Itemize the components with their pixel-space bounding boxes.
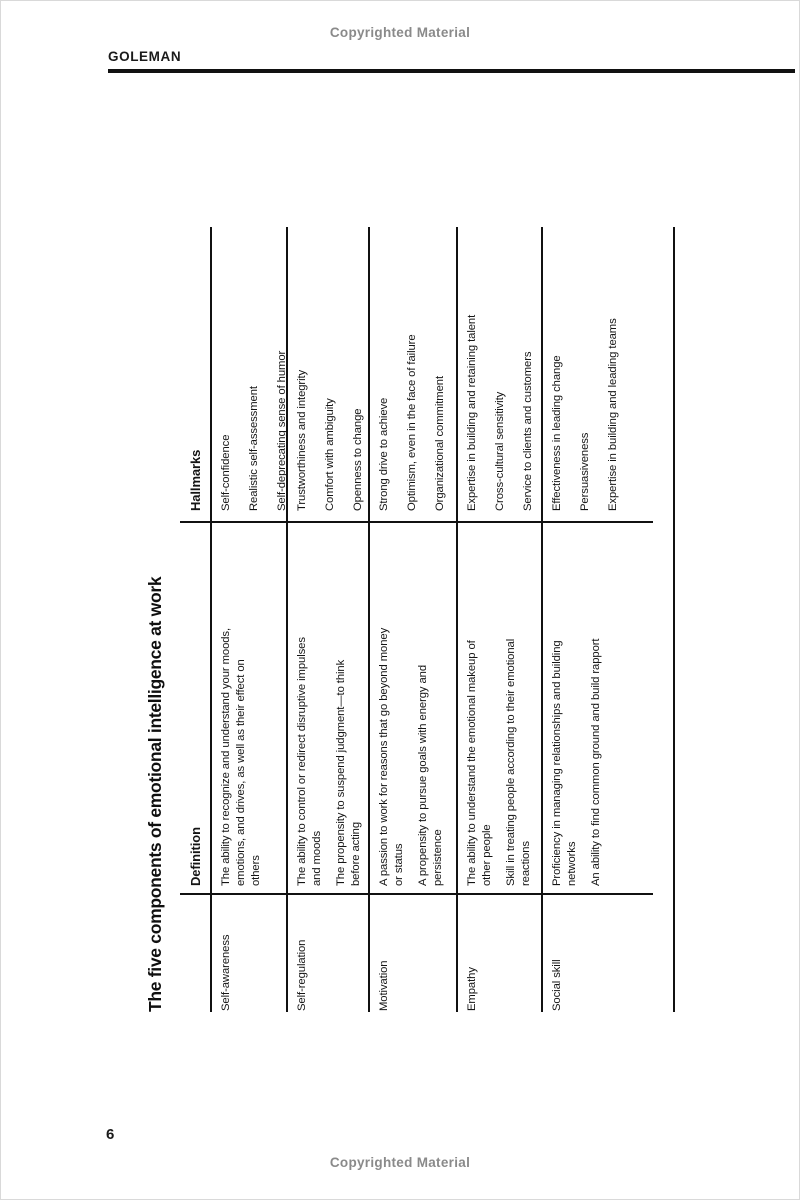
text-line: reactions	[520, 841, 532, 886]
text-line: The ability to recognize and understand your moods,	[220, 627, 232, 886]
definition-cell	[370, 523, 456, 895]
table-row	[456, 227, 541, 1012]
text-line: and moods	[311, 831, 323, 886]
definition-paragraph	[589, 533, 604, 886]
text-line: Self-deprecating sense of humor	[276, 350, 288, 511]
five-components-table	[180, 227, 675, 1012]
text-line: Realistic self-assessment	[248, 386, 260, 511]
table-bottom-rule	[673, 227, 675, 1012]
definition-paragraph	[465, 533, 495, 886]
text-line: Optimism, even in the face of failure	[406, 334, 418, 511]
text-line: Cross-cultural sensitivity	[494, 391, 506, 511]
table-row	[541, 227, 653, 1012]
text-line: emotions, and drives, as well as their effect on	[235, 659, 247, 886]
text-line: Self-confidence	[220, 434, 232, 511]
text-line: Openness to change	[352, 408, 364, 511]
row-label: Self-regulation	[296, 939, 308, 1011]
exhibit-title: The five components of emotional intelligence at work	[145, 576, 165, 1012]
row-label: Motivation	[378, 960, 390, 1011]
table-row	[286, 227, 368, 1012]
text-line: Effectiveness in leading change	[551, 355, 563, 511]
table-header-row	[180, 227, 212, 1012]
text-line: before acting	[350, 821, 362, 886]
text-line: Trustworthiness and integrity	[296, 369, 308, 511]
hallmarks-cell	[370, 227, 456, 523]
row-label: Social skill	[551, 959, 563, 1011]
copyright-top-label: Copyrighted Material	[329, 25, 471, 40]
page-number: 6	[106, 1126, 115, 1143]
text-line: Proficiency in managing relationships and building	[551, 640, 563, 886]
text-line: or status	[393, 843, 405, 886]
text-line: Strong drive to achieve	[378, 397, 390, 511]
text-line: An ability to find common ground and build rapport	[590, 638, 602, 886]
definition-cell	[212, 523, 290, 895]
definition-paragraph	[504, 533, 534, 886]
text-line: Expertise in building and leading teams	[607, 318, 619, 511]
text-line: A propensity to pursue goals with energy and	[417, 664, 429, 886]
column-header-hallmarks: Hallmarks	[180, 227, 210, 523]
column-header-blank	[180, 895, 210, 1012]
text-line: networks	[566, 841, 578, 886]
column-header-definition: Definition	[180, 523, 210, 895]
hallmarks-cell	[288, 227, 368, 523]
definition-cell	[288, 523, 368, 895]
text-line: The ability to understand the emotional makeup of	[466, 640, 478, 886]
text-line: Comfort with ambiguity	[324, 398, 336, 511]
table-row	[212, 227, 286, 1012]
running-head: GOLEMAN	[108, 49, 182, 64]
definition-paragraph	[416, 533, 446, 886]
hallmarks-cell	[458, 227, 541, 523]
row-label: Empathy	[466, 967, 478, 1011]
definition-paragraph	[219, 533, 264, 886]
text-line: Service to clients and customers	[522, 351, 534, 511]
definition-cell	[543, 523, 653, 895]
text-line: Skill in treating people according to their emotional	[505, 638, 517, 886]
table-row	[368, 227, 456, 1012]
definition-paragraph	[550, 533, 580, 886]
row-label: Self-awareness	[220, 934, 232, 1011]
text-line: others	[250, 855, 262, 886]
text-line: A passion to work for reasons that go beyond money	[378, 627, 390, 886]
definition-cell	[458, 523, 541, 895]
text-line: Expertise in building and retaining talent	[466, 314, 478, 511]
header-rule	[108, 69, 795, 73]
text-line: The propensity to suspend judgment—to think	[335, 659, 347, 886]
definition-paragraph	[377, 533, 407, 886]
definition-paragraph	[295, 533, 325, 886]
hallmarks-cell	[212, 227, 290, 523]
text-line: Persuasiveness	[579, 432, 591, 511]
text-line: persistence	[432, 829, 444, 886]
copyright-bottom-label: Copyrighted Material	[329, 1155, 471, 1170]
rotated-exhibit-area	[145, 222, 680, 1012]
exhibit-table	[145, 222, 680, 1012]
text-line: The ability to control or redirect disruptive impulses	[296, 637, 308, 886]
text-line: other people	[481, 824, 493, 886]
hallmarks-cell	[543, 227, 653, 523]
definition-paragraph	[334, 533, 364, 886]
text-line: Organizational commitment	[434, 376, 446, 511]
